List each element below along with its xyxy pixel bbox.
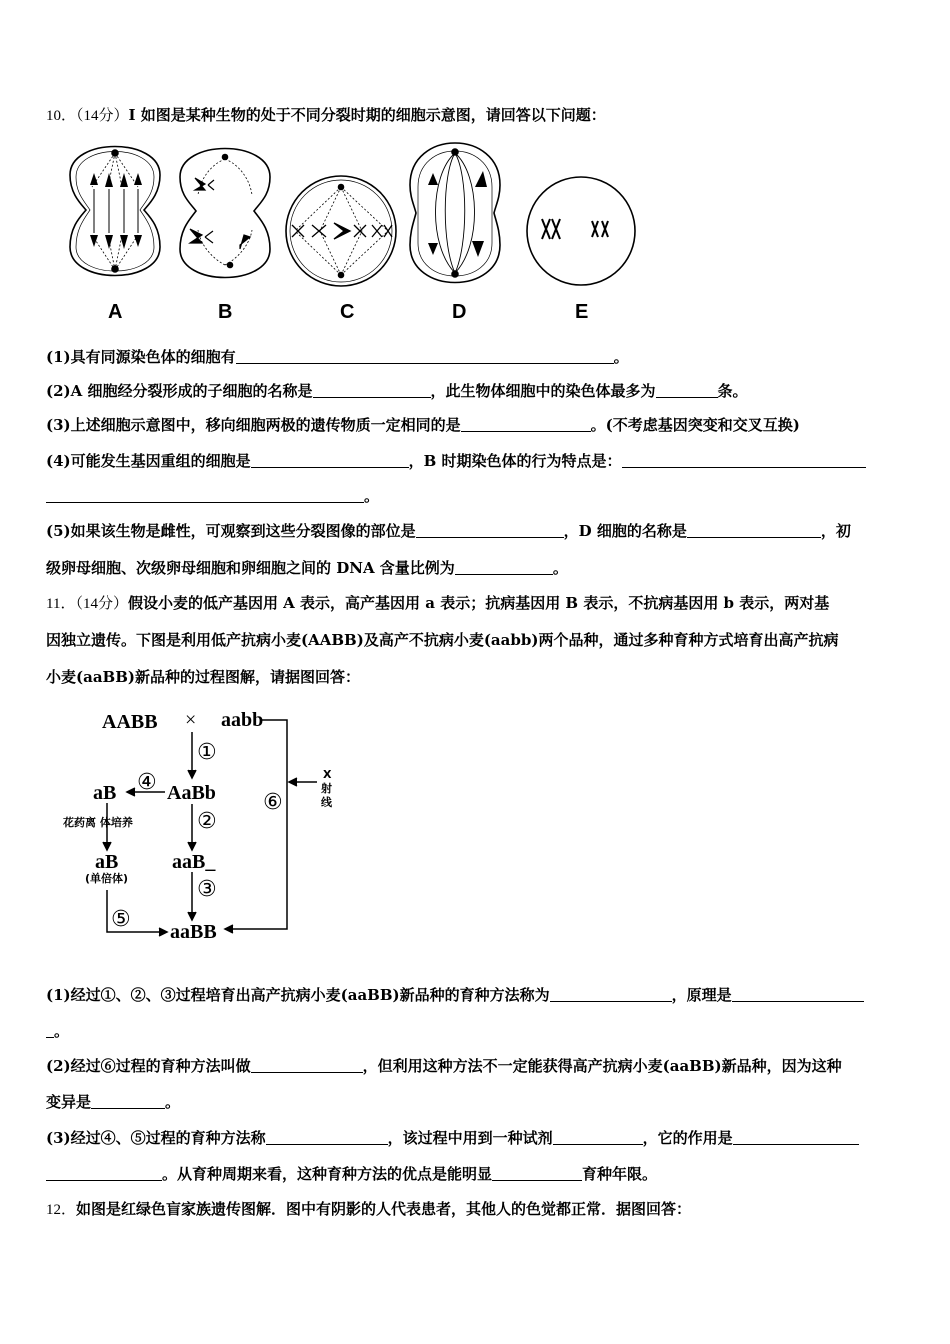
q10-part5: (5)如果该生物是雌性，可观察到这些分裂图像的部位是 ，D 细胞的名称是 ，初: [46, 522, 851, 540]
answer-blank[interactable]: [687, 523, 821, 538]
q11-prompt-line2: 因独立遗传。下图是利用低产抗病小麦(AABB)及高产不抗病小麦(aabb)两个品种，通过多种育种方式培育出高产抗病: [46, 631, 839, 649]
answer-blank[interactable]: [455, 560, 553, 575]
cell-label-b: B: [218, 301, 233, 323]
answer-blank[interactable]: [236, 349, 614, 364]
xray-label-1: X: [323, 768, 332, 781]
f1-genotype: AaBb: [167, 782, 216, 804]
cross-symbol: ×: [185, 709, 197, 731]
step-1-label: ①: [197, 740, 217, 765]
step-2-label: ②: [197, 809, 217, 834]
step-3-label: ③: [197, 877, 217, 902]
answer-blank[interactable]: [550, 987, 672, 1002]
xray-label-3: 线: [321, 796, 332, 809]
answer-blank[interactable]: [313, 383, 431, 398]
q11-part1-cont: 。: [46, 1020, 69, 1041]
cell-label-a: A: [108, 301, 123, 323]
q10-number: 10．（14分）: [46, 108, 129, 124]
step-5-label: ⑤: [111, 907, 131, 932]
xray-label-2: 射: [321, 782, 332, 795]
q10-part2: (2)A 细胞经分裂形成的子细胞的名称是 ，此生物体细胞中的染色体最多为 条。: [46, 382, 748, 400]
cell-d: [410, 143, 500, 283]
q11-part2-cont: 变异是 。: [46, 1093, 181, 1111]
q11-part3: (3)经过④、⑤过程的育种方法称 ，该过程中用到一种试剂 ，它的作用是: [46, 1127, 859, 1148]
q10-part1: (1)具有同源染色体的细胞有 。: [46, 348, 629, 366]
answer-blank[interactable]: [733, 1130, 859, 1145]
haploid-genotype: aB: [95, 851, 119, 873]
answer-blank[interactable]: [656, 383, 718, 398]
answer-blank[interactable]: [622, 453, 866, 468]
q12-number: 12．: [46, 1202, 77, 1218]
cell-label-e: E: [575, 301, 589, 323]
cell-division-figure: [50, 135, 650, 325]
q10-part4: (4)可能发生基因重组的细胞是 ，B 时期染色体的行为特点是：: [46, 450, 866, 471]
answer-blank[interactable]: [492, 1166, 582, 1181]
q11-header: [46, 592, 829, 613]
cell-b: [180, 149, 270, 278]
cell-label-d: D: [452, 301, 467, 323]
q10-part4-cont: 。: [46, 485, 379, 506]
step-4-label: ④: [137, 770, 157, 795]
anther-culture-label: 花药离 体培养: [63, 816, 133, 829]
partial-genotype: aaB_: [172, 851, 216, 873]
step-6-label: ⑥: [263, 790, 283, 815]
q11-part2: (2)经过⑥过程的育种方法叫做 ，但利用这种方法不一定能获得高产抗病小麦(aaBB)新品种，因为这种: [46, 1057, 842, 1075]
q11-part3-cont: 。从育种周期来看，这种育种方法的优点是能明显 育种年限。: [46, 1163, 657, 1184]
q10-header: [46, 104, 606, 125]
cell-label-c: C: [340, 301, 355, 323]
q11-prompt: 假设小麦的低产基因用 A 表示，高产基因用 a 表示；抗病基因用 B 表示，不抗病基因用 b 表示，两对基: [127, 594, 830, 612]
answer-blank[interactable]: [553, 1130, 643, 1145]
answer-blank[interactable]: [461, 417, 591, 432]
answer-blank[interactable]: [732, 987, 864, 1002]
answer-blank[interactable]: [46, 488, 364, 503]
answer-blank[interactable]: [251, 1058, 363, 1073]
parent-aabb-low-yield: AABB: [102, 711, 158, 733]
q12-prompt: 如图是红绿色盲家族遗传图解．图中有阴影的人代表患者，其他人的色觉都正常．据图回答：: [76, 1200, 692, 1218]
breeding-diagram: [55, 700, 355, 950]
gamete-ab: aB: [93, 782, 117, 804]
parent-aabb-high-yield: aabb: [221, 709, 264, 731]
answer-blank[interactable]: [46, 1166, 162, 1181]
q10-part5-cont: 级卵母细胞、次级卵母细胞和卵细胞之间的 DNA 含量比例为 。: [46, 559, 568, 577]
answer-blank[interactable]: [266, 1130, 388, 1145]
cell-e: [527, 177, 635, 285]
haploid-note: (单倍体): [85, 872, 129, 885]
answer-blank[interactable]: [416, 523, 564, 538]
cell-a: [70, 147, 160, 276]
q11-number: 11．（14分）: [46, 596, 128, 612]
q11-part1: (1)经过①、②、③过程培育出高产抗病小麦(aaBB)新品种的育种方法称为 ，原理是: [46, 984, 864, 1005]
answer-blank[interactable]: [91, 1094, 165, 1109]
cell-c: [286, 176, 396, 286]
q10-prompt: I 如图是某种生物的处于不同分裂时期的细胞示意图，请回答以下问题：: [128, 106, 606, 124]
q11-prompt-line3: 小麦(aaBB)新品种的过程图解，请据图回答：: [46, 668, 360, 686]
final-genotype: aaBB: [170, 921, 217, 943]
answer-blank[interactable]: [46, 1023, 54, 1038]
answer-blank[interactable]: [251, 453, 409, 468]
q10-part3: (3)上述细胞示意图中，移向细胞两极的遗传物质一定相同的是 。(不考虑基因突变和交叉互换): [46, 416, 800, 434]
q12-header: [46, 1198, 691, 1219]
